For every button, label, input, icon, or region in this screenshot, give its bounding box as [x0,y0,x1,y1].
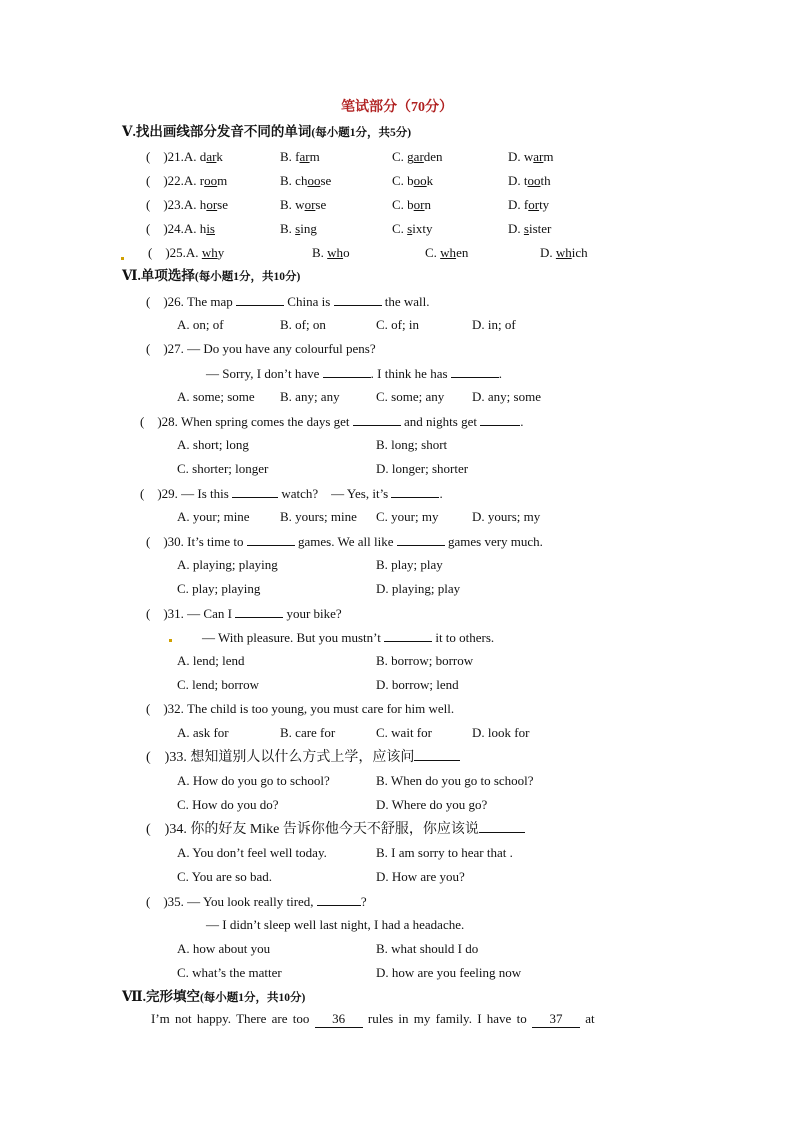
phonics-question-21 [146,149,223,165]
word-part: B. ch [280,173,308,188]
underlined-sound: wh [201,245,218,260]
question-26 [146,293,430,310]
question-28 [140,413,523,430]
word-part: th [540,173,551,188]
question-text: China is [287,294,331,309]
question-text: It’s time to [187,534,244,549]
answer-blank[interactable] [384,629,432,642]
question-35 [146,893,367,910]
question-text: 你的好友 Mike 告诉你他今天不舒服，你应该说 [190,822,479,837]
option-c [392,149,443,165]
option-d: D. longer; shorter [376,461,469,476]
option-b [280,197,326,213]
option-a [184,221,215,236]
question-text: — With pleasure. But you mustn’t [202,630,381,645]
question-number: ( )34. [146,822,187,837]
answer-blank[interactable] [479,820,525,833]
question-text: — Yes, it’s [331,486,389,501]
option-b [280,173,331,189]
answer-blank[interactable] [247,533,295,546]
question-number: ( )32. [146,701,184,716]
underlined-sound: ar [206,149,217,164]
question-text: watch? [281,486,319,501]
option-b: B. care for [280,725,336,740]
option-b: B. play; play [376,557,443,572]
option-c [425,245,468,261]
option-d [508,173,551,189]
question-number: ( )28. [140,414,178,429]
question-text: . [498,366,503,381]
question-text: it to others. [435,630,495,645]
underlined-sound: oo [527,173,541,188]
option-a [186,245,224,260]
answer-blank[interactable] [232,485,278,498]
question-text: When spring comes the days get [180,414,350,429]
cloze-text: at [585,1011,595,1026]
question-29 [140,485,443,502]
underlined-sound: or [528,197,540,212]
question-33 [146,748,460,766]
cloze-text: rules in my family. I have to [367,1011,527,1026]
word-part: C. [392,221,408,236]
option-a: A. short; long [177,437,249,452]
question-number: ( )33. [146,750,187,765]
answer-blank[interactable] [397,533,445,546]
word-part: D. [508,221,524,236]
underlined-sound: s [295,221,301,236]
margin-dot [121,257,124,260]
option-b: B. long; short [376,437,448,452]
word-part: A. [185,245,202,260]
word-part: A. d [183,149,207,164]
answer-blank[interactable] [334,293,382,306]
word-part: C. g [392,149,414,164]
option-c: C. some; any [376,389,445,404]
cloze-blank-36[interactable]: 36 [315,1011,363,1028]
question-text: — Do you have any colourful pens? [187,341,376,356]
option-c: C. what’s the matter [177,965,282,980]
option-a: A. how about you [177,941,271,956]
word-part: C. [425,245,441,260]
option-c [392,197,431,213]
word-part: k [426,173,434,188]
option-b: B. I am sorry to hear that . [376,845,513,860]
option-c: C. shorter; longer [177,461,269,476]
question-text: . I think he has [370,366,448,381]
answer-blank[interactable] [353,413,401,426]
underlined-sound: s [523,221,529,236]
question-text: The map [186,294,233,309]
option-c: C. your; my [376,509,439,524]
margin-dot [169,639,172,642]
word-part: k [216,149,223,164]
question-32 [146,701,454,717]
phonics-question-23 [146,197,228,213]
word-part: den [423,149,443,164]
word-part: B. f [280,149,300,164]
option-b [280,149,320,165]
cloze-blank-37[interactable]: 37 [532,1011,580,1028]
cloze-passage [151,1011,595,1028]
question-text: — Is this [181,486,229,501]
option-a: A. lend; lend [177,653,245,668]
word-part: A. h [183,221,207,236]
question-text: games. We all like [298,534,394,549]
option-d: D. yours; my [472,509,541,524]
word-part: y [217,245,225,260]
word-part: B. [312,245,328,260]
question-30 [146,533,543,550]
option-d: D. borrow; lend [376,677,459,692]
word-part: se [217,197,228,212]
option-d: D. playing; play [376,581,461,596]
option-c [392,173,433,189]
option-b: B. yours; mine [280,509,357,524]
option-a: A. on; of [177,317,224,332]
answer-blank[interactable] [323,365,371,378]
question-27-reply [206,365,502,382]
answer-blank[interactable] [236,293,284,306]
word-part: A. r [183,173,205,188]
question-number: ( )21. [146,149,184,164]
word-part: A. h [183,197,207,212]
option-d: D. any; some [472,389,541,404]
underlined-sound: ar [413,149,424,164]
option-d: D. look for [472,725,530,740]
word-part: m [309,149,320,164]
underlined-sound: wh [440,245,457,260]
option-a: A. How do you go to school? [177,773,330,788]
phonics-question-24 [146,221,215,237]
option-b: B. what should I do [376,941,479,956]
underlined-sound: or [206,197,218,212]
question-text: . [520,414,524,429]
question-number: ( )24. [146,221,184,236]
option-b: B. When do you go to school? [376,773,534,788]
question-number: ( )23. [146,197,184,212]
option-c: C. wait for [376,725,432,740]
option-a: A. your; mine [177,509,250,524]
word-part: ing [300,221,317,236]
option-d [508,221,551,237]
section-6-heading [122,268,300,285]
question-text: — Sorry, I don’t have [206,366,320,381]
section-5-note: (每小题1分，共5分) [311,127,412,139]
word-part: B. w [280,197,305,212]
option-a [184,173,227,188]
underlined-sound: oo [413,173,427,188]
option-b: B. of; on [280,317,326,332]
question-number: ( )26. [146,294,184,309]
question-31-reply [202,629,494,646]
option-a: A. playing; playing [177,557,278,572]
option-d: D. in; of [472,317,516,332]
word-part: o [343,245,350,260]
option-d: D. how are you feeling now [376,965,522,980]
question-31 [146,605,342,622]
underlined-sound: oo [307,173,321,188]
underlined-sound: wh [555,245,572,260]
question-text: ? [360,894,367,909]
word-part: ixty [412,221,433,236]
word-part: n [424,197,432,212]
question-35-reply: — I didn’t sleep well last night, I had a headache. [206,917,465,932]
underlined-sound: oo [204,173,218,188]
underlined-sound: ar [533,149,544,164]
option-a: A. ask for [177,725,229,740]
question-text: The child is too young, you must care for him well. [186,701,455,716]
underlined-sound: wh [327,245,344,260]
option-c: C. You are so bad. [177,869,272,884]
option-a: A. You don’t feel well today. [177,845,327,860]
option-c: C. How do you do? [177,797,279,812]
option-a [184,149,223,164]
phonics-question-25 [148,245,224,261]
word-part: D. t [508,173,528,188]
option-d: D. How are you? [376,869,465,884]
question-text: and nights get [404,414,477,429]
underlined-sound: ar [299,149,310,164]
answer-blank[interactable] [391,485,439,498]
answer-blank[interactable] [480,413,520,426]
option-c: C. lend; borrow [177,677,259,692]
word-part: D. f [508,197,529,212]
answer-blank[interactable] [235,605,283,618]
underlined-sound: or [304,197,316,212]
cloze-text: I’m not happy. There are too [151,1011,310,1026]
word-part: D. [540,245,556,260]
question-text: — You look really tired, [187,894,314,909]
underlined-sound: s [407,221,413,236]
option-b: B. borrow; borrow [376,653,474,668]
option-d: D. Where do you go? [376,797,488,812]
question-number: ( )25. [148,245,186,260]
option-c: C. of; in [376,317,419,332]
word-part: D. w [508,149,534,164]
option-a: A. some; some [177,389,255,404]
option-b [280,221,317,237]
option-d [508,197,549,213]
question-text: games very much. [447,534,543,549]
word-part: B. [280,221,296,236]
question-number: ( )29. [140,486,178,501]
section-7-note: (每小题1分，共10分) [199,992,306,1004]
word-part: C. b [392,173,414,188]
word-part: ty [539,197,550,212]
word-part: ister [528,221,552,236]
question-number: ( )30. [146,534,184,549]
page-title: 笔试部分（70分） [341,100,453,115]
question-text: your bike? [286,606,342,621]
word-part: en [456,245,469,260]
question-34 [146,820,525,838]
option-d [508,149,554,165]
question-number: ( )35. [146,894,184,909]
question-number: ( )27. [146,341,184,356]
section-7-title: Ⅶ.完形填空 [122,989,200,1004]
word-part: m [217,173,228,188]
section-5-heading [122,124,411,141]
question-27 [146,341,376,357]
word-part: ich [571,245,588,260]
underlined-sound: is [206,221,215,236]
section-7-heading [122,989,305,1006]
answer-blank[interactable] [317,893,361,906]
section-6-note: (每小题1分，共10分) [194,271,301,283]
option-c [392,221,432,237]
word-part: C. b [392,197,414,212]
option-c: C. play; playing [177,581,261,596]
question-text: — Can I [187,606,232,621]
answer-blank[interactable] [451,365,499,378]
word-part: m [543,149,554,164]
word-part: se [320,173,332,188]
option-b [312,245,350,261]
underlined-sound: or [413,197,425,212]
option-a [184,197,228,212]
section-6-title: Ⅵ.单项选择 [122,268,195,283]
question-number: ( )22. [146,173,184,188]
section-5-title: Ⅴ.找出画线部分发音不同的单词 [122,124,312,139]
option-d [540,245,588,261]
question-text: . [439,486,443,501]
word-part: se [315,197,327,212]
option-b: B. any; any [280,389,340,404]
phonics-question-22 [146,173,227,189]
answer-blank[interactable] [414,748,460,761]
question-number: ( )31. [146,606,184,621]
question-text: the wall. [384,294,430,309]
question-text: 想知道别人以什么方式上学，应该问 [190,750,415,765]
